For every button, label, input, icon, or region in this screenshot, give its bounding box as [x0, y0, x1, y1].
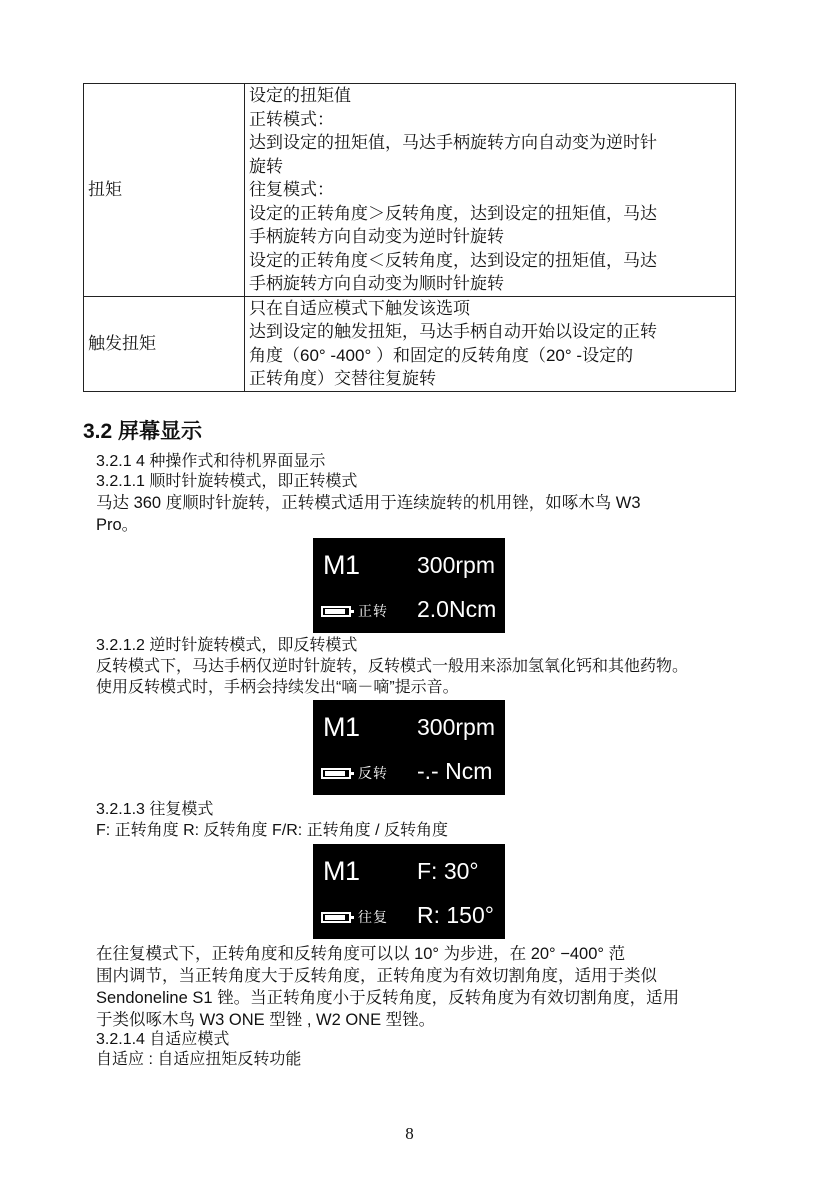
desc-line: 设定的正转角度＜反转角度，达到设定的扭矩值，马达: [249, 250, 657, 270]
desc-line: 设定的正转角度＞反转角度，达到设定的扭矩值，马达: [249, 203, 657, 223]
paragraph-line: 围内调节，当正转角度大于反转角度，正转角度为有效切割角度，适用于类似: [96, 967, 657, 985]
torque-value: -.- Ncm: [417, 758, 493, 784]
desc-line: 达到设定的触发扭矩，马达手柄自动开始以设定的正转: [249, 322, 657, 341]
battery-icon: [321, 606, 351, 617]
desc-line: 往复模式：: [249, 180, 334, 199]
subsection-heading: 3.2.1.1 顺时针旋转模式，即正转模式: [96, 473, 358, 490]
parameter-table: [83, 83, 736, 392]
paragraph-line: Pro。: [96, 516, 139, 534]
table-row: [84, 84, 736, 297]
desc-line: 只在自适应模式下触发该选项: [249, 298, 470, 318]
speed-value: 300rpm: [417, 552, 495, 578]
param-name: 触发扭矩: [84, 296, 245, 391]
lcd-screen-forward: [313, 538, 505, 633]
torque-value: 2.0Ncm: [417, 596, 497, 622]
param-name: 扭矩: [84, 84, 245, 297]
desc-line: 角度（60° -400° ）和固定的反转角度（20° -设定的: [249, 345, 634, 365]
lcd-screen-reciprocating: [313, 844, 505, 939]
subsection-heading: 3.2.1.3 往复模式: [96, 801, 214, 818]
paragraph: [96, 492, 641, 536]
paragraph-line: 自适应 : 自适应扭矩反转功能: [96, 1051, 302, 1068]
section-title: 3.2 屏幕显示: [83, 420, 203, 443]
mode-label: M1: [323, 550, 360, 580]
desc-line: 手柄旋转方向自动变为顺时针旋转: [249, 274, 504, 293]
mode-name: 往复: [358, 910, 388, 926]
param-description: [245, 296, 736, 391]
paragraph: [96, 943, 679, 1031]
paragraph-line: 于类似啄木鸟 W3 ONE 型锉 , W2 ONE 型锉。: [96, 1011, 436, 1029]
param-description: [245, 84, 736, 297]
battery-icon: [321, 912, 351, 923]
page-number: 8: [405, 1124, 414, 1143]
paragraph-line: Sendoneline S1 锉。当正转角度小于反转角度，反转角度为有效切割角度，适用: [96, 989, 680, 1007]
mode-name: 反转: [358, 766, 388, 782]
reverse-angle-value: R: 150°: [417, 902, 494, 928]
desc-line: 设定的扭矩值: [249, 86, 351, 105]
battery-icon: [321, 768, 351, 779]
paragraph-line: 马达 360 度顺时针旋转，正转模式适用于连续旋转的机用锉，如啄木鸟 W3: [96, 494, 641, 512]
paragraph: [96, 656, 688, 698]
paragraph-line: 使用反转模式时，手柄会持续发出“嘀－嘀”提示音。: [96, 679, 459, 696]
speed-value: 300rpm: [417, 714, 495, 740]
desc-line: 手柄旋转方向自动变为逆时针旋转: [249, 227, 504, 246]
table-row: [84, 296, 736, 391]
mode-label: M1: [323, 856, 360, 886]
subsection-heading: 3.2.1.2 逆时针旋转模式，即反转模式: [96, 637, 358, 654]
forward-angle-value: F: 30°: [417, 858, 479, 884]
desc-line: 旋转: [249, 156, 283, 176]
mode-label: M1: [323, 712, 360, 742]
paragraph-line: F: 正转角度 R: 反转角度 F/R: 正转角度 / 反转角度: [96, 822, 449, 839]
paragraph-line: 在往复模式下，正转角度和反转角度可以以 10° 为步进，在 20° −400° 范: [96, 945, 626, 963]
subsection-heading: 3.2.1.4 自适应模式: [96, 1031, 230, 1048]
subsection-heading: 3.2.1 4 种操作式和待机界面显示: [96, 453, 326, 470]
mode-name: 正转: [358, 604, 388, 620]
lcd-screen-reverse: [313, 700, 505, 795]
desc-line: 正转模式：: [249, 109, 334, 129]
desc-line: 达到设定的扭矩值，马达手柄旋转方向自动变为逆时针: [249, 133, 657, 152]
desc-line: 正转角度）交替往复旋转: [249, 369, 436, 388]
paragraph-line: 反转模式下，马达手柄仅逆时针旋转，反转模式一般用来添加氢氧化钙和其他药物。: [96, 658, 689, 675]
